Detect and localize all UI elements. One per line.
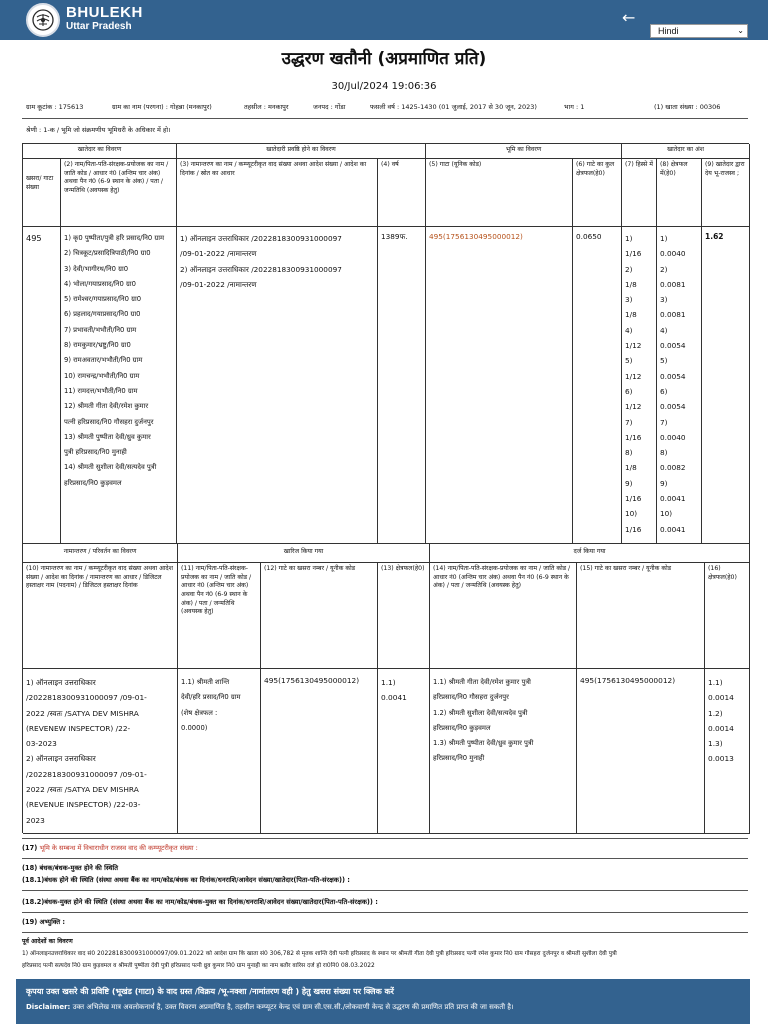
- kharij-naam: [178, 669, 261, 834]
- gata-area: 0.0650: [573, 227, 622, 544]
- owner-line: 1) कृ0 पुष्पीता/पुत्री हरि प्रसाद/नि0 ग्राम: [64, 234, 165, 242]
- col-header-12: (12) गाटे का खसरा नम्बर / यूनीक कोड: [261, 563, 378, 669]
- col-header-14: (14) नाम/पिता-पति-संरक्षक-प्रयोजक का नाम / जाति कोड / आधार नं0 (अन्तिम चार अंक) अथवा पैन नं0 (6-9 स्थान के अंक) / पता / जन्मतिथि (अवयस्क हेतु): [430, 563, 577, 669]
- hisse-value: 6): [625, 386, 633, 396]
- col-header-13: (13) क्षेत्रफल(हे0): [378, 563, 430, 669]
- kharij-naam-line: 0.0000): [181, 723, 208, 732]
- owner-line: 12) श्रीमती गीता देवी/रमेश कुमार: [64, 402, 149, 411]
- group-header-ansh: खातेदार का अंश: [622, 144, 750, 159]
- kharij-area-value: 0.0041: [381, 693, 407, 703]
- section-19: (19) अभ्युक्ति :: [22, 918, 66, 926]
- kshetrafal-value: 4): [660, 325, 668, 335]
- kharij-naam-line: (शेष क्षेत्रफल :: [181, 708, 218, 717]
- col-header-15: (15) गाटे का खसरा नम्बर / यूनीक कोड: [577, 563, 705, 669]
- darj-naam-line: हरिप्रसाद/नि0 कुड़वमल: [433, 723, 491, 732]
- owner-line: 4) भोला/गयाप्रसाद/नि0 ग्रा0: [64, 279, 136, 288]
- col-header-gata: (5) गाटा (यूनिक कोड): [426, 159, 573, 227]
- khatauni-table: [22, 143, 749, 543]
- naamantaran-detail-line: 2022 /स्वतः /SATYA DEV MISHRA: [26, 708, 139, 718]
- brand: [66, 4, 143, 33]
- col-header-area: (6) गाटे का कुल क्षेत्रफल(हे0): [573, 159, 622, 227]
- group-header-naamantaran: नामान्तरण / परिवर्तन का विवरण: [23, 544, 178, 563]
- group-header-pravisti: खातेदारी प्रवष्ठि होने का विवरण: [177, 144, 426, 159]
- orders-line-1: 1) ऑनलाइनउत्तराधिकार वाद सं0 2022818300931000097/09.01.2022 को आदेश ग्राम कि खाता सं0 306,782 से मृतक शान्ति देवी पत्नी हरिप्रसाद के स्थान पर श्रीमती गीता देवी पुत्री हरिप्रसाद पत्नी रमेश कुमार नि0 ग्राम गौसहरा दुर्जनपुर व श्रीमती सुशीला देवी पुत्री: [22, 951, 617, 957]
- janpad: जनपद : गोंडा: [313, 103, 346, 111]
- darj-area: [705, 669, 750, 834]
- owner-line: 13) श्रीमती पुष्पीता देवी/ध्रुव कुमार: [64, 432, 151, 441]
- section-18-2: (18.2)बंधक-मुक्त होने की स्थिति (संस्था अथवा बैंक का नाम/कोड/बंधक-मुक्त का दिनांक/धनराशि/आवेदन संख्या/खातेदार(पिता-पति-संरक्षक)) :: [22, 898, 378, 906]
- kshetrafal-value: 0.0054: [660, 341, 686, 351]
- kshetrafal-value: 5): [660, 356, 668, 366]
- orders-title: पूर्व आदेशों का विवरण: [22, 938, 73, 945]
- kshetrafal-value: 3): [660, 295, 668, 305]
- naamantaran-detail-line: (REVENEW INSPECTOR) /22-: [26, 723, 131, 733]
- hisse-list: [622, 227, 657, 544]
- hisse-value: 1/16: [625, 432, 642, 442]
- hisse-value: 8): [625, 448, 633, 458]
- hisse-value: 3): [625, 295, 633, 305]
- bhag: भाग : 1: [564, 103, 585, 111]
- kshetrafal-value: 0.0081: [660, 279, 686, 289]
- kshetrafal-value: 0.0054: [660, 402, 686, 412]
- darj-gata: 495(1756130495000012): [577, 669, 705, 834]
- owner-line: 11) रामदत्त/भभौती/नि0 ग्राम: [64, 386, 138, 395]
- kshetrafal-value: 8): [660, 448, 668, 458]
- darj-naam-line: हरिप्रसाद/नि0 मुनाही: [433, 754, 485, 763]
- brand-subtitle: Uttar Pradesh: [66, 21, 132, 32]
- col-header-kshetrafal: (8) क्षेत्रफल में(हे0): [657, 159, 702, 227]
- darj-naam-line: 1.2) श्रीमती सुशीला देवी/सत्यदेव पुत्री: [433, 708, 528, 717]
- varsh-value: 1389फ.: [378, 227, 426, 544]
- divider: [22, 858, 748, 859]
- back-arrow-icon[interactable]: ←: [622, 8, 636, 27]
- kshetrafal-value: 9): [660, 478, 668, 488]
- language-select[interactable]: [650, 24, 748, 38]
- hisse-value: 1/12: [625, 341, 642, 351]
- divider: [22, 912, 748, 913]
- up-emblem-logo: [26, 3, 60, 37]
- section-17: [22, 844, 198, 854]
- hisse-value: 1/12: [625, 371, 642, 381]
- disclaimer: [26, 999, 740, 1015]
- col-header-varsh: (4) वर्ष: [378, 159, 426, 227]
- naamantaran-detail-line: 1) ऑनलाइन उत्तराधिकार: [26, 678, 96, 687]
- col-header-khasra: खसरा/ गाटा संख्या: [23, 159, 61, 227]
- owner-line: 3) देवी/भागीरथ/नि0 ग्रा0: [64, 264, 129, 273]
- kshetrafal-value: 2): [660, 264, 668, 274]
- khasra-click-instruction: कृपया उक्त खसरे की प्रविष्टि (भूखंड (गाटा) के वाद ग्रस्त /विक्रय /भू-नक्शा /नामांतरण वही ) हेतु खसरा संख्या पर क्लिक करें: [26, 987, 394, 996]
- kshetrafal-value: 7): [660, 417, 668, 427]
- hisse-value: 2): [625, 264, 633, 274]
- col-header-16: (16) क्षेत्रफल(हे0): [705, 563, 750, 669]
- owners-list: [61, 227, 177, 544]
- naamantaran-table: [22, 543, 749, 833]
- hisse-value: 1/12: [625, 402, 642, 412]
- disclaimer-label: Disclaimer:: [26, 1003, 71, 1011]
- hisse-value: 1): [625, 234, 633, 243]
- section-17-number: (17): [22, 844, 40, 852]
- disclaimer-text: उक्त अभिलेख मात्र अवलोकनार्थ है, उक्त विवरण अप्रमाणित है, तहसील कम्प्यूटर केन्द्र एवं ग्राम सी.एस.सी./लोकवाणी केन्द्र से उद्धरण की प्रमाणित प्रति प्राप्त की जा सकती है।: [70, 1003, 514, 1011]
- divider: [22, 932, 748, 933]
- naamantaran-line: 1) ऑनलाइन उत्तराधिकार /2022818300931000097: [180, 234, 342, 243]
- owner-line: 6) प्रहलाद/गयाप्रसाद/नि0 ग्रा0: [64, 310, 141, 319]
- owner-line: पत्नी हरिप्रसाद/नि0 गौसहरा दुर्जनपुर: [64, 417, 154, 426]
- owner-line: 5) रामेश्वर/गयाप्रसाद/नि0 ग्रा0: [64, 295, 142, 304]
- tehsil: तहसील : मनकापुर: [244, 103, 289, 111]
- divider: [22, 118, 748, 119]
- kshetrafal-value: 1): [660, 234, 668, 243]
- document-title: उद्धरण खतौनी (अप्रमाणित प्रति): [281, 49, 487, 69]
- naamantaran-detail-line: 2022 /स्वतः /SATYA DEV MISHRA: [26, 785, 139, 795]
- kharij-gata: 495(1756130495000012): [261, 669, 378, 834]
- naamantaran-detail-line: (REVENUE INSPECTOR) /22-03-: [26, 800, 141, 810]
- naamantaran-detail-line: /2022818300931000097 /09-01-: [26, 769, 147, 779]
- kshetrafal-list: [657, 227, 702, 544]
- hisse-value: 1/16: [625, 249, 642, 259]
- group-header-darj: दर्ज किया गया: [430, 544, 750, 563]
- darj-naam-line: 1.1) श्रीमती गीता देवी/रमेश कुमार पुत्री: [433, 678, 531, 686]
- naamantaran-list: [177, 227, 378, 544]
- gram-code: ग्राम कूटांक : 175613: [26, 103, 84, 111]
- darj-naam-line: 1.3) श्रीमती पुष्पीता देवी/ध्रुव कुमार पुत्री: [433, 739, 534, 748]
- owner-line: 9) रामअवतार/भभौती/नि0 ग्राम: [64, 356, 143, 365]
- hisse-value: 1/8: [625, 279, 637, 289]
- kharij-naam-line: 1.1) श्रीमती शान्ति: [181, 678, 230, 686]
- group-header-kharij: खारिज किया गया: [178, 544, 430, 563]
- orders-line-2: हरिप्रसाद पत्नी सत्यदेव नि0 ग्राम कुड़वमल व श्रीमती पुष्पीता देवी पुत्री हरिप्रसाद पत्नी ध्रुव कुमार नि0 ग्राम मुनाही का नाम बतौर वारिस दर्ज हो रा0नि0 08.03.2022: [22, 963, 375, 969]
- darj-area-value: 0.0014: [708, 693, 734, 703]
- darj-naam: [430, 669, 577, 834]
- kshetrafal-value: 0.0041: [660, 494, 686, 504]
- kshetrafal-value: 0.0082: [660, 463, 686, 473]
- kharij-area-value: 1.1): [381, 678, 396, 687]
- owner-line: 2) चित्रकूट/प्रसादित्रिपाठी/नि0 ग्रा0: [64, 249, 151, 258]
- darj-area-value: 0.0014: [708, 723, 734, 733]
- naamantaran-detail-line: 2023: [26, 815, 45, 825]
- hisse-value: 4): [625, 325, 633, 335]
- kshetrafal-value: 6): [660, 386, 668, 396]
- col-header-11: (11) नाम/पिता-पति-संरक्षक-प्रयोजक का नाम / जाति कोड / आधार नं0 (अन्तिम चार अंक) अथवा पैन नं0 (6-9 स्थान के अंक) / पता / जन्मतिथि (अवयस्क हेतु): [178, 563, 261, 669]
- hisse-value: 1/8: [625, 463, 637, 473]
- col-header-naamantaran: (3) नामान्तरण का नाम / कम्प्यूटरीकृत वाद संख्या अथवा आदेश संख्या / आदेश का दिनांक / स्रोत का आधार: [177, 159, 378, 227]
- kshetrafal-value: 0.0040: [660, 432, 686, 442]
- naamantaran-detail-line: /2022818300931000097 /09-01-: [26, 693, 147, 703]
- divider: [22, 890, 748, 891]
- owner-line: 14) श्रीमती सुशीला देवी/सत्यदेव पुत्री: [64, 463, 157, 472]
- kshetrafal-value: 0.0040: [660, 249, 686, 259]
- naamantaran-detail: [23, 669, 178, 834]
- owner-line: पुत्री हरिप्रसाद/नि0 मुनाही: [64, 448, 127, 457]
- darj-naam-line: हरिप्रसाद/नि0 गौसहरा दुर्जनपुर: [433, 693, 509, 702]
- kshetrafal-value: 10): [660, 509, 673, 519]
- darj-area-value: 1.1): [708, 678, 723, 687]
- gata-unique-link[interactable]: 495(1756130495000012): [426, 227, 573, 544]
- kshetrafal-value: 0.0041: [660, 524, 686, 534]
- shreni-line: श्रेणी : 1-क / भूमि जो संक्रमणीय भूमिधरी के अधिकार में हो।: [26, 126, 171, 134]
- divider: [22, 838, 748, 839]
- khasra-number: 495: [23, 227, 61, 544]
- kshetrafal-value: 0.0081: [660, 310, 686, 320]
- kharij-naam-line: देवी/हरि प्रसाद/नि0 ग्राम: [181, 693, 241, 702]
- naamantaran-detail-line: 03-2023: [26, 739, 57, 749]
- owner-line: 8) रामकुमार/भ्रष्टु/नि0 ग्रा0: [64, 341, 131, 350]
- hisse-value: 9): [625, 478, 633, 488]
- col-header-10: (10) नामान्तरण का नाम / कम्प्यूटरीकृत वाद संख्या अथवा आदेश संख्या / आदेश का दिनांक / नामान्तरण का आधार / डिजिटल हस्ताक्षर नाम (पदनाम) / डिजिटल हस्ताक्षर दिनांक: [23, 563, 178, 669]
- group-header-khatedar: खातेदार का विवरण: [23, 144, 177, 159]
- brand-title: BHULEKH: [66, 4, 143, 21]
- bhurajasva-value: 1.62: [702, 227, 750, 544]
- footer-bar: [16, 979, 750, 1024]
- fasli-year: फसली वर्ष : 1425-1430 (01 जुलाई, 2017 से 30 जून, 2023): [370, 103, 537, 111]
- chevron-down-icon: ⌄: [737, 26, 744, 35]
- naamantaran-detail-line: 2) ऑनलाइन उत्तराधिकार: [26, 754, 96, 764]
- section-18-title: (18) बंधक/बंधक-मुक्त होने की स्थिति: [22, 864, 118, 872]
- hisse-value: 1/8: [625, 310, 637, 320]
- hisse-value: 7): [625, 417, 633, 427]
- owner-line: हरिप्रसाद/नि0 कुड़वमल: [64, 478, 122, 487]
- naamantaran-line: /09-01-2022 /नामान्तरण: [180, 279, 257, 289]
- section-17-text: भूमि के सम्बन्ध में विचाराधीन राजस्व वाद की कम्प्यूटरीकृत संख्या :: [39, 844, 198, 852]
- naamantaran-line: /09-01-2022 /नामान्तरण: [180, 249, 257, 259]
- language-selected-value: Hindi: [658, 26, 679, 36]
- document-datetime: 30/Jul/2024 19:06:36: [331, 81, 437, 92]
- kshetrafal-value: 0.0054: [660, 371, 686, 381]
- hisse-value: 10): [625, 509, 638, 519]
- owner-line: 10) रामचन्द्र/भभौती/नि0 ग्राम: [64, 371, 140, 380]
- col-header-bhurajasva: (9) खातेदार द्वारा देय भू-राजस्व ;: [702, 159, 750, 227]
- darj-area-value: 1.3): [708, 739, 723, 749]
- gram-name: ग्राम का नाम (परगना) : गोहन्ना (मनकापुर): [112, 103, 212, 111]
- hisse-value: 1/16: [625, 494, 642, 504]
- col-header-hisse: (7) हिस्से में: [622, 159, 657, 227]
- naamantaran-line: 2) ऑनलाइन उत्तराधिकार /2022818300931000097: [180, 264, 342, 274]
- hisse-value: 5): [625, 356, 633, 366]
- col-header-owners: (2) नाम/पिता-पति-संरक्षक-प्रयोजक का नाम / जाति कोड / आधार नं0 (अन्तिम चार अंक) अथवा पैन नं0 (6-9 स्थान के अंक) / पता / जन्मतिथि (अवयस्क हेतु): [61, 159, 177, 227]
- darj-area-value: 0.0013: [708, 754, 734, 764]
- section-18-1: (18.1)बंधक होने की स्थिति (संस्था अथवा बैंक का नाम/कोड/बंधक का दिनांक/धनराशि/आवेदन संख्या/खातेदार(पिता-पति-संरक्षक)) :: [22, 876, 350, 884]
- owner-line: 7) प्रभावती/भभौती/नि0 ग्राम: [64, 325, 137, 334]
- hisse-value: 1/16: [625, 524, 642, 534]
- top-header-bar: [0, 0, 768, 40]
- kharij-area: [378, 669, 430, 834]
- group-header-bhumi: भूमि का विवरण: [426, 144, 622, 159]
- khata-number: (1) खाता संख्या : 00306: [654, 103, 721, 111]
- darj-area-value: 1.2): [708, 708, 723, 718]
